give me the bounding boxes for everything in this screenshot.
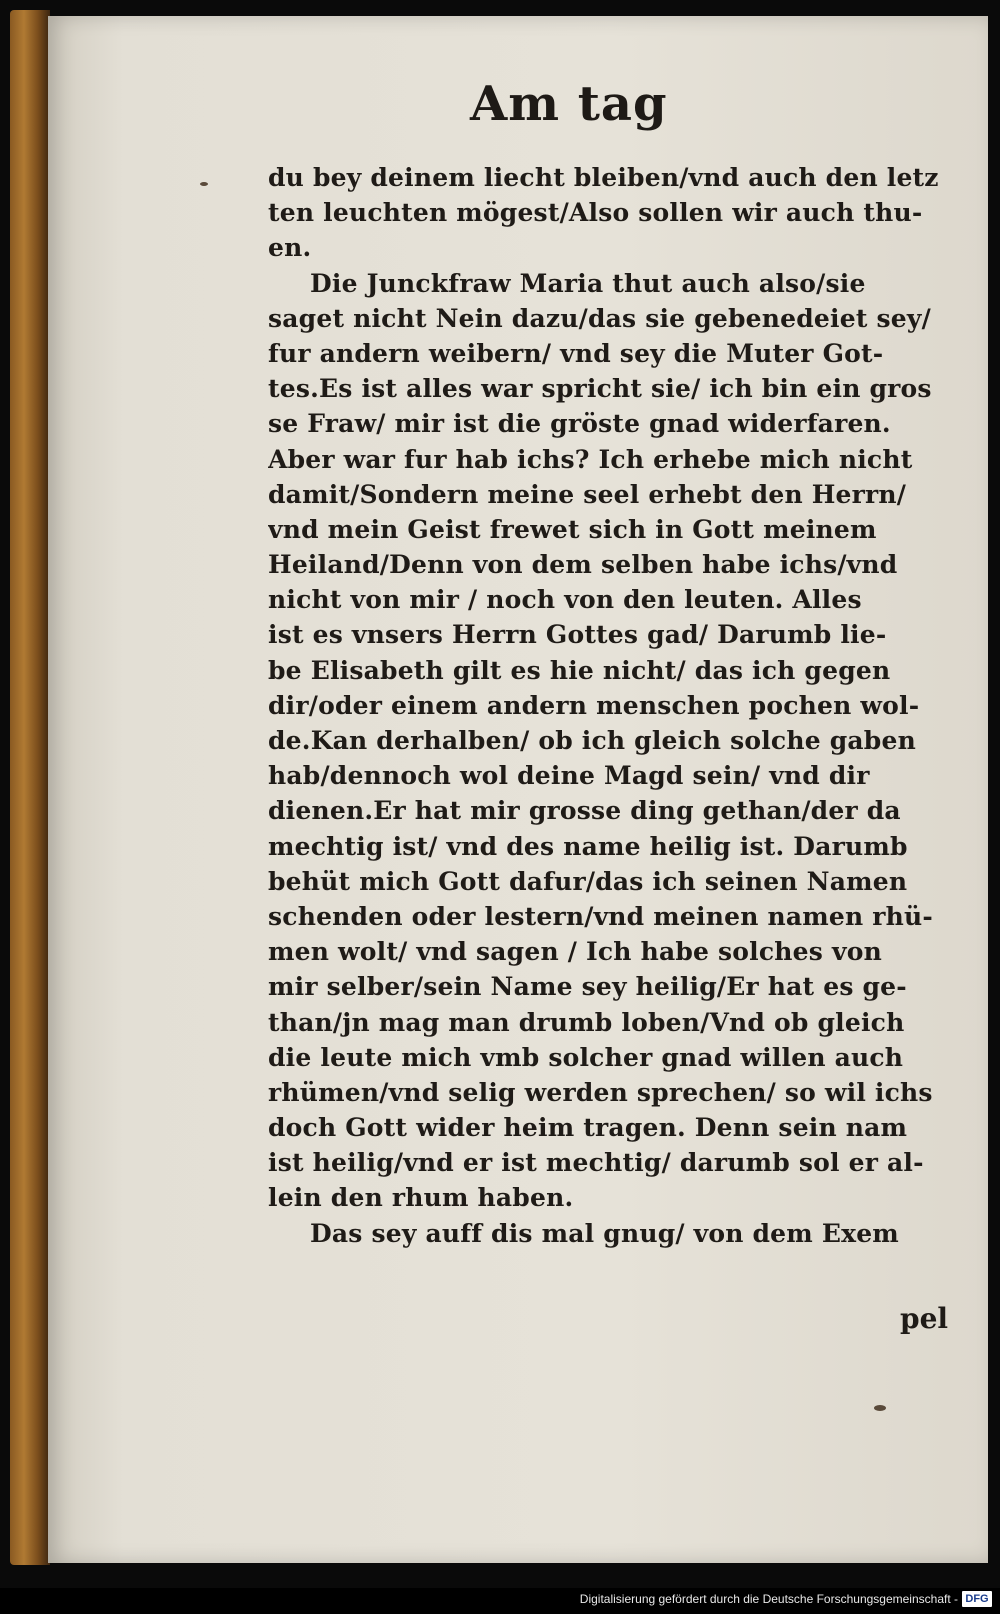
ink-speck [200, 182, 208, 186]
digitization-credit: Digitalisierung gefördert durch die Deutsche Forschungsgemeinschaft - [579, 1592, 958, 1606]
text-line: du bey deinem liecht bleiben/vnd auch den letz [268, 163, 939, 192]
text-line: dir/oder einem andern menschen pochen wol- [268, 690, 920, 720]
text-line: die leute mich vmb solcher gnad willen auch [268, 1042, 904, 1072]
text-line: damit/Sondern meine seel erhebt den Herrn/ [268, 479, 907, 509]
book-spine-edge [10, 10, 50, 1565]
text-line: schenden oder lestern/vnd meinen namen rhü- [268, 901, 933, 931]
text-block [268, 160, 956, 1251]
text-line: Aber war fur hab ichs? Ich erhebe mich nicht [268, 444, 913, 474]
text-line: Das sey auff dis mal gnug/ von dem Exem [310, 1218, 899, 1248]
text-line: de.Kan derhalben/ ob ich gleich solche gaben [268, 726, 916, 755]
text-line: lein den rhum haben. [268, 1183, 574, 1213]
text-line: rhümen/vnd selig werden sprechen/ so wil ichs [268, 1077, 933, 1107]
text-line: men wolt/ vnd sagen / Ich habe solches von [268, 937, 882, 967]
text-line: ten leuchten mögest/Also sollen wir auch thu- [268, 198, 923, 228]
text-line: en. [268, 233, 312, 263]
text-line: vnd mein Geist frewet sich in Gott meinem [268, 514, 877, 544]
catchword: pel [900, 1302, 949, 1335]
text-line: ist es vnsers Herrn Gottes gad/ Darumb lie- [268, 620, 887, 650]
text-line: dienen.Er hat mir grosse ding gethan/der da [268, 796, 901, 826]
text-line: Heiland/Denn von dem selben habe ichs/vnd [268, 550, 898, 580]
text-line: tes.Es ist alles war spricht sie/ ich bin ein gros [268, 374, 932, 404]
text-line: nicht von mir / noch von den leuten. Alles [268, 585, 862, 615]
text-line: hab/dennoch wol deine Magd sein/ vnd dir [268, 761, 870, 791]
text-line: fur andern weibern/ vnd sey die Muter Got- [268, 338, 884, 368]
text-line: ist heilig/vnd er ist mechtig/ darumb sol er al- [268, 1148, 924, 1178]
text-line: behüt mich Gott dafur/das ich seinen Namen [268, 866, 908, 896]
dfg-logo-icon: DFG [962, 1591, 992, 1607]
text-line: be Elisabeth gilt es hie nicht/ das ich gegen [268, 655, 891, 685]
text-line: Die Junckfraw Maria thut auch also/sie [310, 268, 866, 298]
text-line: than/jn mag man drumb loben/Vnd ob gleich [268, 1007, 905, 1037]
text-line: se Fraw/ mir ist die gröste gnad widerfaren. [268, 409, 891, 439]
text-line: doch Gott wider heim tragen. Denn sein nam [268, 1113, 908, 1143]
text-line: mechtig ist/ vnd des name heilig ist. Darumb [268, 831, 908, 861]
text-line: saget nicht Nein dazu/das sie gebenedeiet sey/ [268, 303, 931, 333]
text-line: mir selber/sein Name sey heilig/Er hat es ge- [268, 972, 907, 1002]
ink-speck [874, 1405, 886, 1411]
running-head: Am tag [470, 76, 668, 132]
